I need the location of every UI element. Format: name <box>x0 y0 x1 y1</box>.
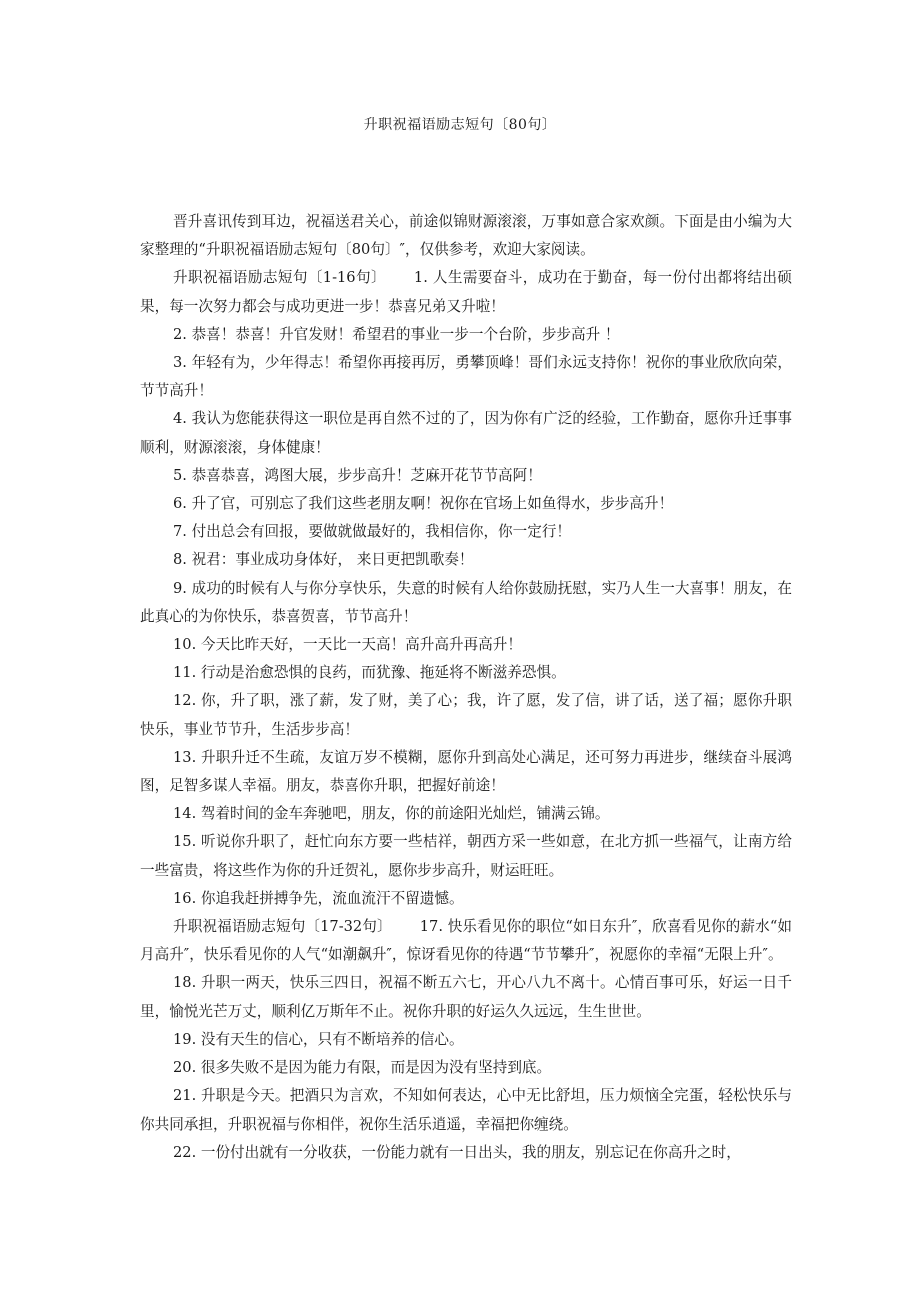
item-text: 1. 人生需要奋斗，成功在于勤奋，每一份付出都将结出硕果，每一次努力都会与成功更进一步！恭喜兄弟又升啦！ <box>140 269 792 315</box>
list-item: 16. 你追我赶拼搏争先，流血流汗不留遗憾。 <box>173 889 464 907</box>
section-heading: 升职祝福语励志短句〔1-16句〕 <box>173 269 386 287</box>
list-item: 15. 听说你升职了，赶忙向东方要一些桔祥，朝西方采一些如意，在北方抓一些福气，让南方给一些富贵，将这些作为你的升迁贺礼，愿你步步高升，财运旺旺。 <box>140 833 792 879</box>
list-item: 21. 升职是今天。把酒只为言欢，不知如何表达，心中无比舒坦，压力烦恼全完蛋，轻松快乐与你共同承担，升职祝福与你相伴，祝你生活乐逍遥，幸福把你缠绕。 <box>140 1087 792 1133</box>
list-item: 5. 恭喜恭喜，鸿图大展，步步高升！芝麻开花节节高阿！ <box>173 466 542 484</box>
section-heading: 升职祝福语励志短句〔17-32句〕 <box>173 918 392 936</box>
list-item: 20. 很多失败不是因为能力有限，而是因为没有坚持到底。 <box>173 1059 552 1077</box>
list-item: 9. 成功的时候有人与你分享快乐，失意的时候有人给你鼓励抚慰，实乃人生一大喜事！朋友，在此真心的为你快乐，恭喜贺喜，节节高升！ <box>140 579 792 625</box>
list-item: 13. 升职升迁不生疏，友谊万岁不模糊，愿你升到高处心满足，还可努力再进步，继续奋斗展鸿图，足智多谋人幸福。朋友，恭喜你升职，把握好前途！ <box>140 748 792 795</box>
list-item: 14. 驾着时间的金车奔驰吧，朋友，你的前途阳光灿烂，铺满云锦。 <box>173 805 610 823</box>
list-item: 2. 恭喜！恭喜！升官发财！希望君的事业一步一个台阶，步步高升 ！ <box>173 325 620 343</box>
list-item: 10. 今天比昨天好，一天比一天高！高升高升再高升！ <box>173 636 522 654</box>
list-item: 6. 升了官，可别忘了我们这些老朋友啊！祝你在官场上如鱼得水，步步高升！ <box>173 495 674 513</box>
list-item: 12. 你，升了职，涨了薪，发了财，美了心；我，许了愿，发了信，讲了话，送了福；愿你升职快乐，事业节节升，生活步步高！ <box>140 692 792 738</box>
intro-paragraph: 晋升喜讯传到耳边，祝福送君关心，前途似锦财源滚滚，万事如意合家欢颜。下面是由小编为大家整理的“升职祝福语励志短句〔80句〕″，仅供参考，欢迎大家阅读。 <box>140 213 792 259</box>
document-body <box>140 208 792 1167</box>
list-item: 4. 我认为您能获得这一职位是再自然不过的了，因为你有广泛的经验，工作勤奋，愿你升迁事事顺利，财源滚滚，身体健康！ <box>140 410 792 456</box>
list-item <box>140 264 792 320</box>
list-item: 19. 没有天生的信心，只有不断培养的信心。 <box>173 1030 464 1048</box>
list-item: 18. 升职一两天，快乐三四日，祝福不断五六七，开心八九不离十。心情百事可乐，好运一日千里，愉悦光芒万丈，顺利亿万斯年不止。祝你升职的好运久久远远，生生世世。 <box>140 974 792 1020</box>
list-item: 7. 付出总会有回报，要做就做最好的，我相信你，你一定行！ <box>173 523 572 541</box>
list-item: 22. 一份付出就有一分收获，一份能力就有一日出头，我的朋友，别忘记在你高升之时， <box>173 1143 741 1161</box>
item-text: 17. 快乐看见你的职位“如日东升″，欣喜看见你的薪水“如月高升″，快乐看见你的人气“如潮飙升″，惊讶看见你的待遇“节节攀升″，祝愿你的幸福“无限上升″。 <box>140 918 792 964</box>
list-item: 8. 祝君：事业成功身体好， 来日更把凯歌奏！ <box>173 551 474 569</box>
list-item: 3. 年轻有为，少年得志！希望你再接再厉，勇攀顶峰！哥们永远支持你！祝你的事业欣欣向荣，节节高升！ <box>140 354 792 400</box>
document-title: 升职祝福语励志短句〔80句〕 <box>363 117 557 133</box>
list-item: 11. 行动是治愈恐惧的良药，而犹豫、拖延将不断滋养恐惧。 <box>173 664 566 682</box>
list-item <box>140 913 792 969</box>
